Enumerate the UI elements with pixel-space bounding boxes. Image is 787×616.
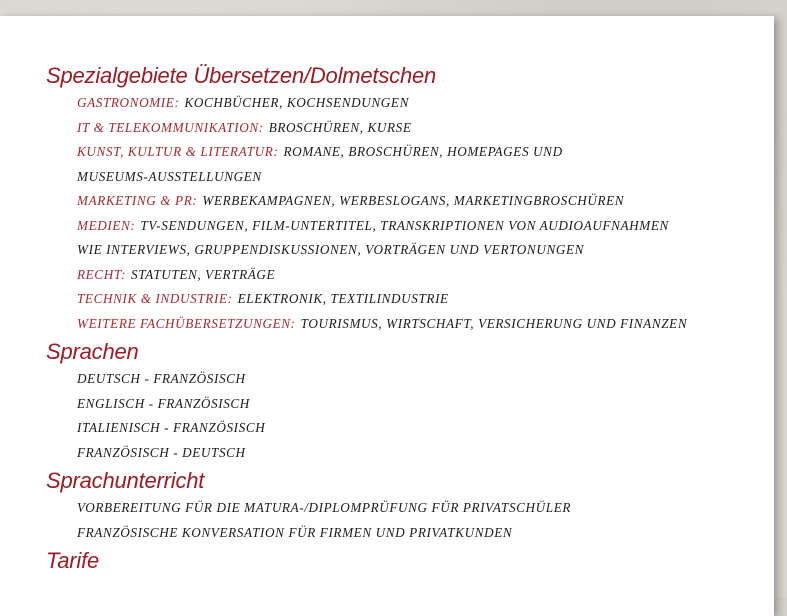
entry-label: WEITERE FACHÜBERSETZUNGEN: <box>77 315 296 331</box>
list-item <box>77 189 774 214</box>
entry-text: KOCHBÜCHER, KOCHSENDUNGEN <box>184 95 409 110</box>
list-item <box>77 116 774 141</box>
entry-label: GASTRONOMIE: <box>77 95 180 110</box>
section-spezialgebiete <box>46 61 774 336</box>
list-item <box>77 312 774 337</box>
list-item <box>77 287 774 312</box>
entry-text: STATUTEN, VERTRÄGE <box>131 266 276 282</box>
list-item <box>77 214 774 239</box>
section-tarife <box>46 546 774 576</box>
list-item: FRANZÖSISCHE KONVERSATION FÜR FIRMEN UND PRIVATKUNDEN <box>77 524 513 540</box>
section-sprachen <box>46 337 774 465</box>
entry-label: MEDIEN: <box>77 217 136 233</box>
section-heading: Sprachen <box>46 339 139 364</box>
entry-label: KUNST, KULTUR & LITERATUR: <box>77 144 279 159</box>
section-heading: Spezialgebiete Übersetzen/Dolmetschen <box>46 63 437 88</box>
entry-label: TECHNIK & INDUSTRIE: <box>77 291 233 306</box>
entry-list <box>46 91 774 336</box>
entry-list <box>46 367 774 465</box>
list-item: ENGLISCH - FRANZÖSISCH <box>77 395 250 411</box>
section-sprachunterricht <box>46 466 774 545</box>
entry-text: BROSCHÜREN, KURSE <box>268 119 412 135</box>
list-item: ITALIENISCH - FRANZÖSISCH <box>77 420 266 435</box>
entry-text: MUSEUMS-AUSSTELLUNGEN <box>77 168 262 184</box>
entry-text: TOURISMUS, WIRTSCHAFT, VERSICHERUNG UND FINANZEN <box>300 315 688 331</box>
entry-text: WIE INTERVIEWS, GRUPPENDISKUSSIONEN, VORTRÄGEN UND VERTONUNGEN <box>77 242 585 257</box>
list-item <box>77 91 774 116</box>
section-heading: Tarife <box>46 548 100 573</box>
list-item <box>77 263 774 288</box>
list-item: VORBEREITUNG FÜR DIE MATURA-/DIPLOMPRÜFUNG FÜR PRIVATSCHÜLER <box>77 500 572 515</box>
entry-label: MARKETING & PR: <box>77 193 198 208</box>
list-item <box>77 238 774 263</box>
entry-label: RECHT: <box>77 266 127 282</box>
entry-list <box>46 496 774 545</box>
list-item: FRANZÖSISCH - DEUTSCH <box>77 444 246 460</box>
entry-text: ROMANE, BROSCHÜREN, HOMEPAGES UND <box>283 144 563 159</box>
entry-text: ELEKTRONIK, TEXTILINDUSTRIE <box>237 291 449 306</box>
entry-label: IT & TELEKOMMUNIKATION: <box>77 119 264 135</box>
section-heading: Sprachunterricht <box>46 468 205 493</box>
entry-text: WERBEKAMPAGNEN, WERBESLOGANS, MARKETINGBROSCHÜREN <box>202 193 625 208</box>
entry-text: TV-SENDUNGEN, FILM-UNTERTITEL, TRANSKRIPTIONEN VON AUDIOAUFNAHMEN <box>140 217 669 233</box>
document-content <box>46 61 774 576</box>
list-item: DEUTSCH - FRANZÖSISCH <box>77 371 246 386</box>
list-item <box>77 165 774 190</box>
document-sheet <box>0 16 774 616</box>
list-item <box>77 140 774 165</box>
